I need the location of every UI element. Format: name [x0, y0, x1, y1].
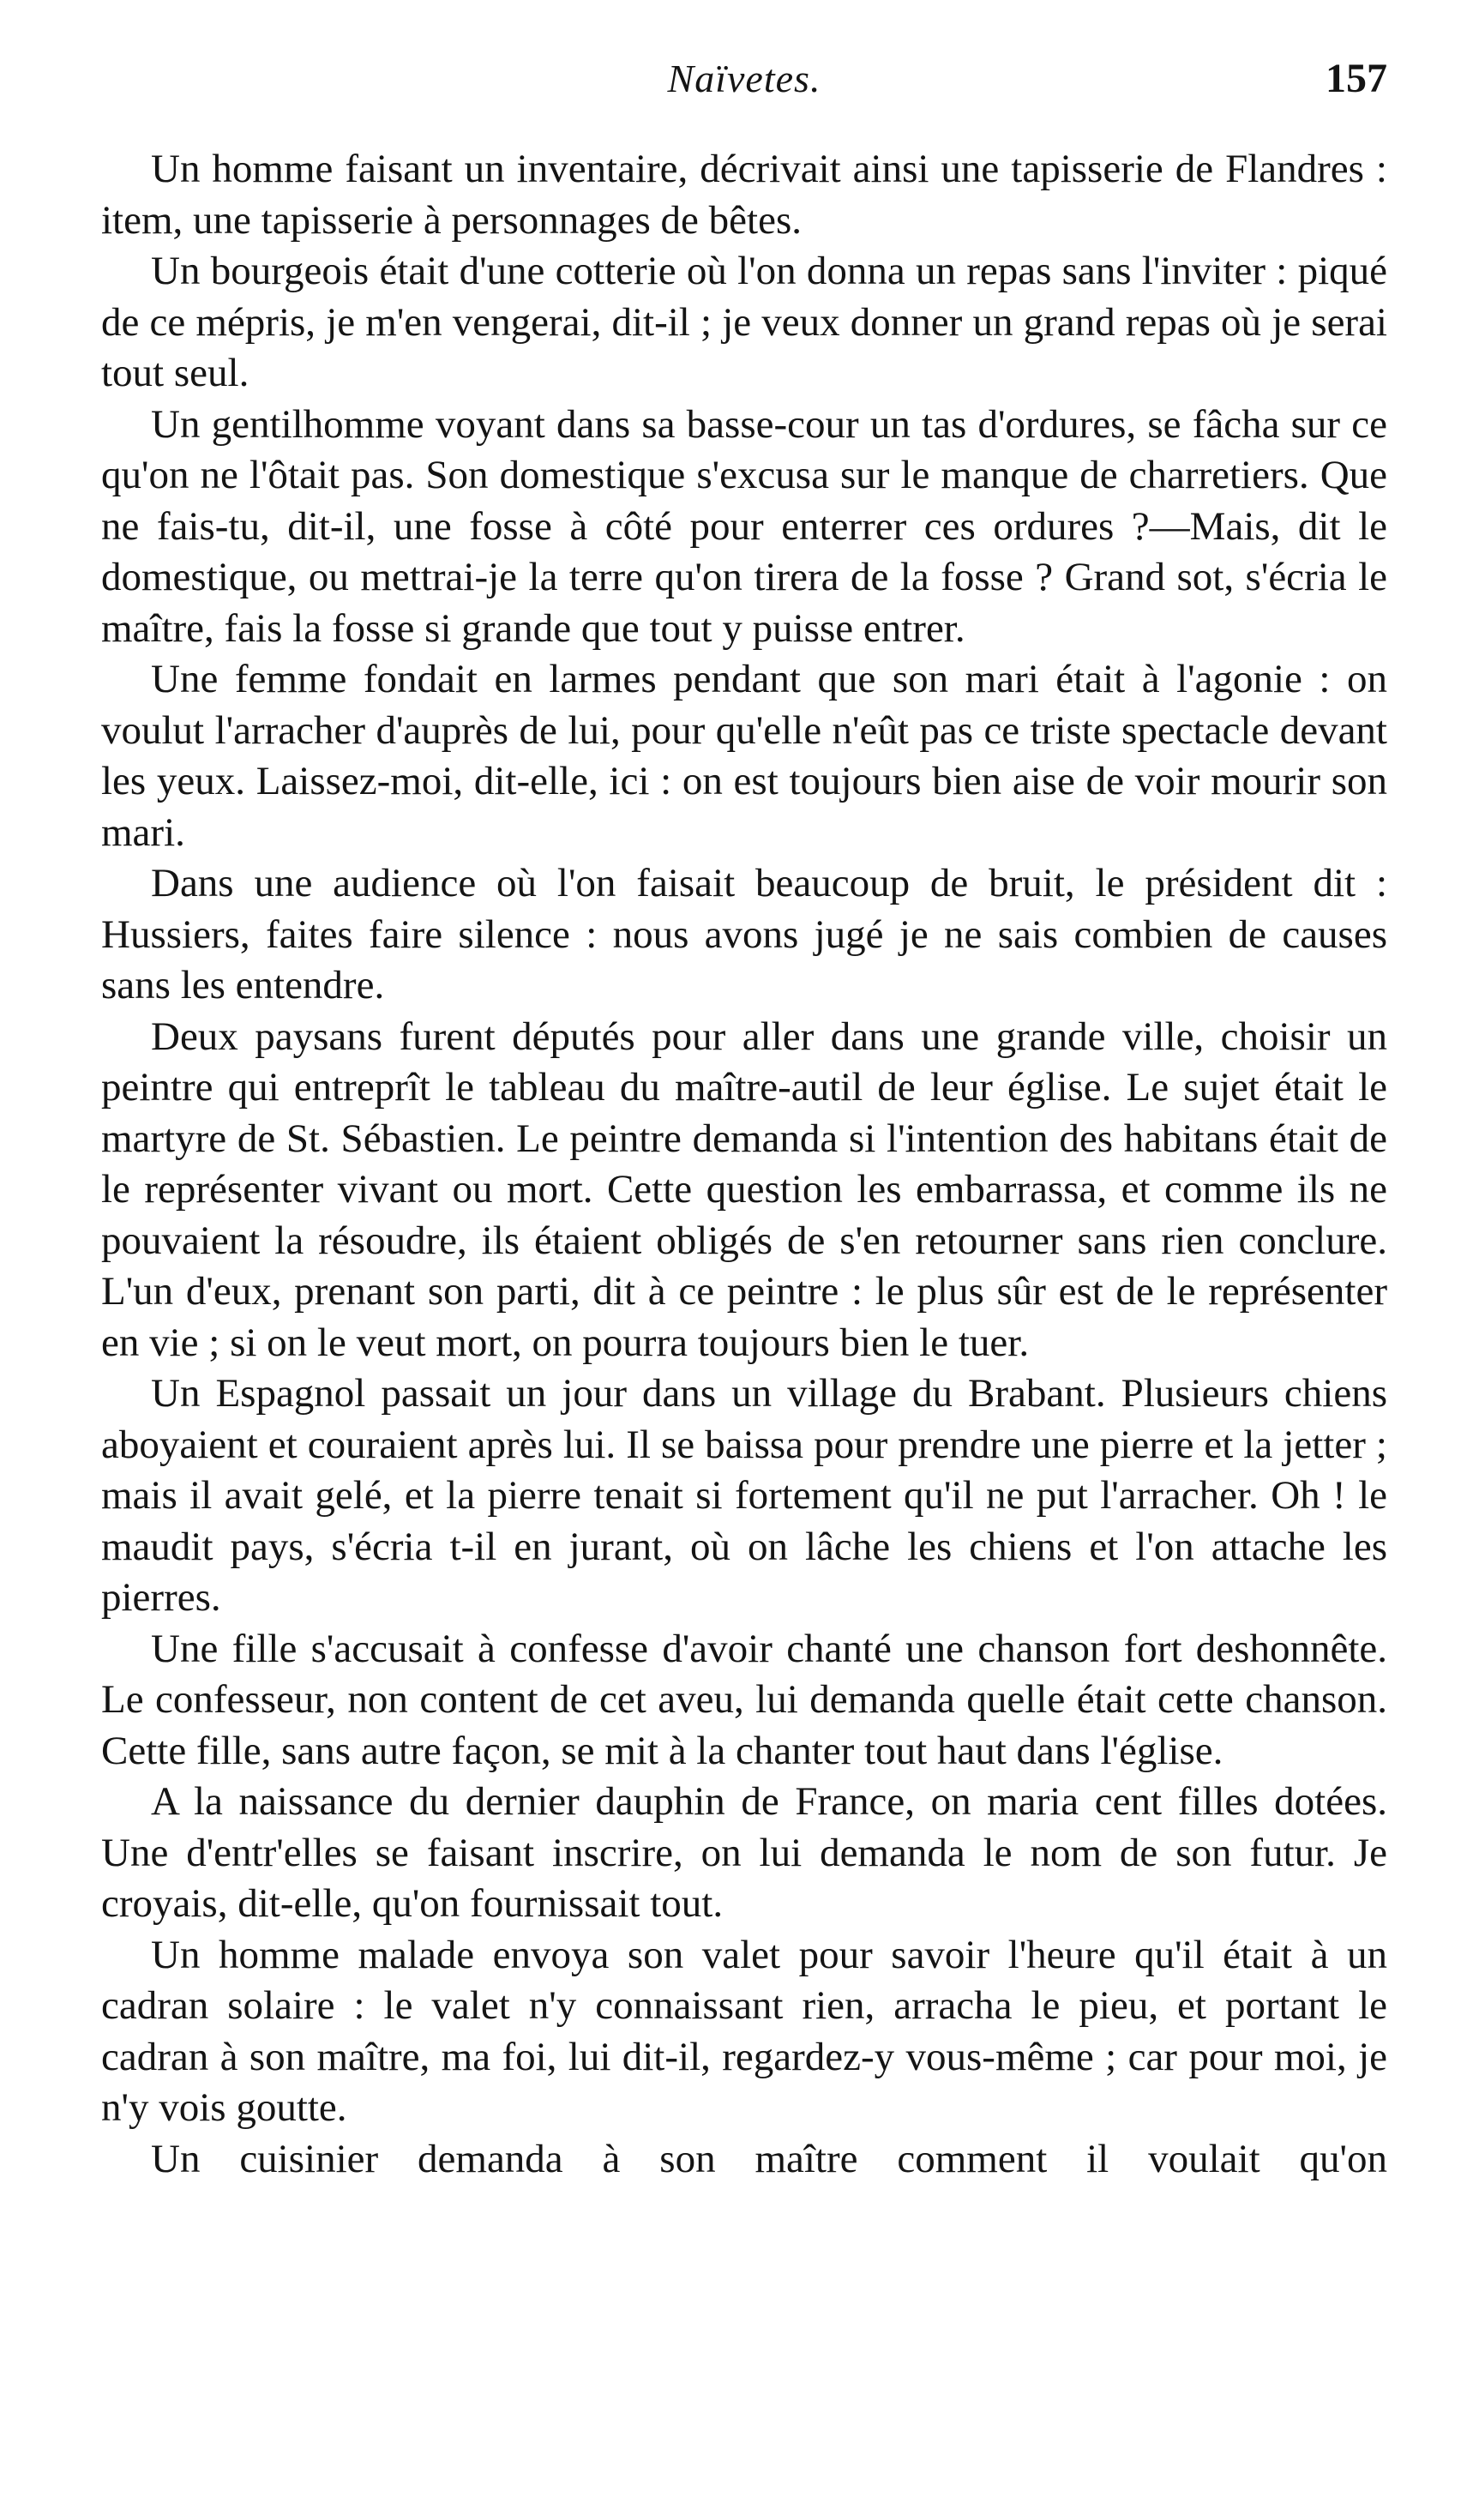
anecdote-paragraph: Une fille s'accusait à confesse d'avoir chanté une chanson fort deshonnête. Le confesseur, non content de cet aveu, lui demanda quelle était cette chanson. Cette fille, sans autre façon, se mit à la chanter tout haut dans l'église.: [101, 1626, 1387, 1773]
anecdote-paragraph: Un bourgeois était d'une cotterie où l'on donna un repas sans l'inviter : piqué de ce mépris, je m'en vengerai, dit-il ; je veux donner un grand repas où je serai tout seul.: [101, 249, 1387, 395]
anecdote-paragraph: Un Espagnol passait un jour dans un village du Brabant. Plusieurs chiens aboyaient et couraient après lui. Il se baissa pour prendre une pierre et la jetter ; mais il avait gelé, et la pierre tenait si fortement qu'il ne put l'arracher. Oh ! le maudit pays, s'écria t-il en jurant, où on lâche les chiens et l'on attache les pierres.: [101, 1371, 1387, 1620]
anecdote-paragraph: Un homme malade envoya son valet pour savoir l'heure qu'il était à un cadran solaire : le valet n'y connaissant rien, arracha le pieu, et portant le cadran à son maître, ma foi, lui dit-il, regardez-y vous-même ; car pour moi, je n'y vois goutte.: [101, 1932, 1387, 2130]
anecdote-paragraph: Un cuisinier demanda à son maître comment il voulait qu'on: [151, 2136, 1387, 2181]
anecdote-paragraph: A la naissance du dernier dauphin de France, on maria cent filles dotées. Une d'entr'elles se faisant inscrire, on lui demanda le nom de son futur. Je croyais, dit-elle, qu'on fournissait tout.: [101, 1779, 1387, 1926]
body-text: [101, 144, 1387, 2185]
anecdote-paragraph: Dans une audience où l'on faisait beaucoup de bruit, le président dit : Hussiers, faites faire silence : nous avons jugé je ne sais combien de causes sans les entendre.: [101, 861, 1387, 1007]
running-title: Naïvetes.: [667, 57, 821, 100]
anecdote-paragraph: Un gentilhomme voyant dans sa basse-cour un tas d'ordures, se fâcha sur ce qu'on ne l'ôtait pas. Son domestique s'excusa sur le manque de charretiers. Que ne fais-tu, dit-il, une fosse à côté pour enterrer ces ordures ?—Mais, dit le domestique, ou mettrai-je la terre qu'on tirera de la fosse ? Grand sot, s'écria le maître, fais la fosse si grande que tout y puisse entrer.: [101, 401, 1387, 651]
page-number: 157: [1326, 56, 1387, 101]
anecdote-paragraph: Deux paysans furent députés pour aller dans une grande ville, choisir un peintre qui entreprît le tableau du maître-autil de leur église. Le sujet était le martyre de St. Sébastien. Le peintre demanda si l'intention des habitans était de le représenter vivant ou mort. Cette question les embarrassa, et comme ils ne pouvaient la résoudre, ils étaient obligés de s'en retourner sans rien conclure. L'un d'eux, prenant son parti, dit à ce peintre : le plus sûr est de le représenter en vie ; si on le veut mort, on pourra toujours bien le tuer.: [101, 1013, 1387, 1365]
page-header: [101, 53, 1387, 105]
anecdote-paragraph: Une femme fondait en larmes pendant que son mari était à l'agonie : on voulut l'arracher d'auprès de lui, pour qu'elle n'eût pas ce triste spectacle devant les yeux. Laissez-moi, dit-elle, ici : on est toujours bien aise de voir mourir son mari.: [101, 657, 1387, 855]
anecdote-paragraph: Un homme faisant un inventaire, décrivait ainsi une tapisserie de Flandres : item, une tapisserie à personnages de bêtes.: [101, 147, 1387, 243]
